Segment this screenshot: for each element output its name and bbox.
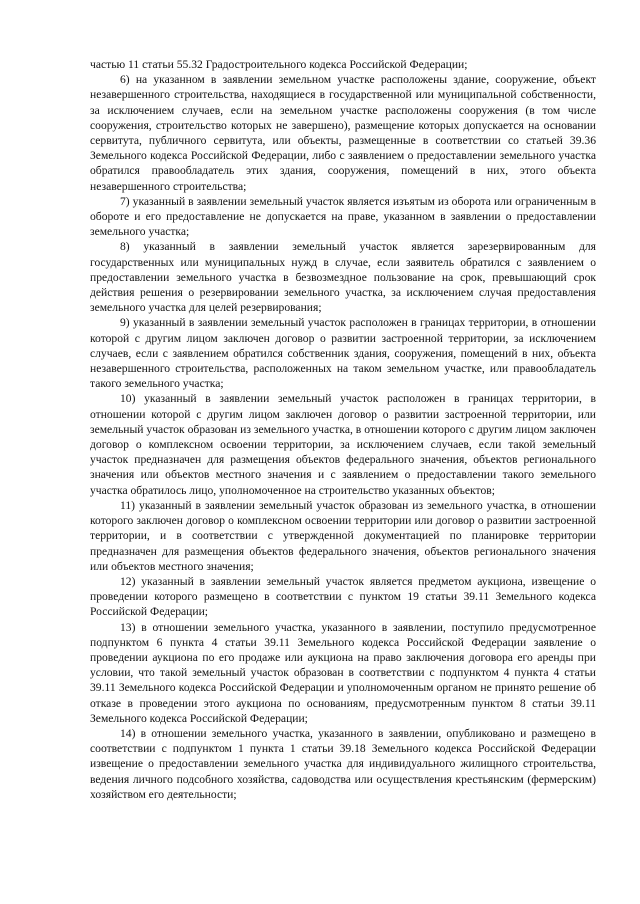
- paragraph-item-8: 8) указанный в заявлении земельный участок является зарезервированным для государственных или муниципальных нужд в случае, если заявитель обратился с заявлением о предоставлении земельного участка в безвозмездное пользование на срок, превышающий срок действия решения о резервировании земельного участка, за исключением случая предоставления земельного участка для целей резервирования;: [90, 240, 596, 315]
- paragraph-item-12: 12) указанный в заявлении земельный участок является предметом аукциона, извещение о проведении которого размещено в соответствии с пунктом 19 статьи 39.11 Земельного кодекса Российской Федерации;: [90, 574, 596, 619]
- paragraph-item-7: 7) указанный в заявлении земельный участок является изъятым из оборота или ограниченным в обороте и его предоставление не допускается на праве, указанном в заявлении о предоставлении земельного участка;: [90, 194, 596, 239]
- paragraph-continuation: частью 11 статьи 55.32 Градостроительного кодекса Российской Федерации;: [90, 58, 468, 71]
- paragraph-item-14: 14) в отношении земельного участка, указанного в заявлении, опубликовано и размещено в соответствии с подпунктом 1 пункта 1 статьи 39.18 Земельного кодекса Российской Федерации извещение о предоставлении земельного участка для индивидуального жилищного строительства, ведения личного подсобного хозяйства, садоводства или осуществления крестьянским (фермерским) хозяйством его деятельности;: [90, 726, 596, 801]
- paragraph-item-9: 9) указанный в заявлении земельный участок расположен в границах территории, в отношении которой с другим лицом заключен договор о развитии застроенной территории, за исключением случаев, если с заявлением обратился собственник здания, сооружения, помещений в них, объекта незавершенного строительства, расположенных на таком земельном участке, или правообладатель такого земельного участка;: [90, 316, 596, 391]
- paragraph-item-10: 10) указанный в заявлении земельный участок расположен в границах территории, в отношении которой с другим лицом заключен договор о развитии застроенной территории, или земельный участок образован из земельного участка, в отношении которого с другим лицом заключен договор о комплексном освоении территории, за исключением случаев, если такой земельный участок предназначен для размещения объектов федерального значения, объектов регионального значения или объектов местного значения и с заявлением о предоставлении такого земельного участка обратилось лицо, уполномоченное на строительство указанных объектов;: [90, 392, 596, 497]
- document-page: [90, 57, 596, 802]
- paragraph-item-6: 6) на указанном в заявлении земельном участке расположены здание, сооружение, объект незавершенного строительства, находящиеся в государственной или муниципальной собственности, за исключением случаев, если на земельном участке расположены сооружения (в том числе сооружения, строительство которых не завершено), размещение которых допускается на основании сервитута, публичного сервитута, или объекты, размещенные в соответствии со статьей 39.36 Земельного кодекса Российской Федерации, либо с заявлением о предоставлении земельного участка обратился правообладатель этих здания, сооружения, помещений в них, этого объекта незавершенного строительства;: [90, 73, 596, 193]
- paragraph-item-11: 11) указанный в заявлении земельный участок образован из земельного участка, в отношении которого заключен договор о комплексном освоении территории или договор о развитии застроенной территории, и в соответствии с утвержденной документацией по планировке территории предназначен для размещения объектов федерального значения, объектов регионального значения или объектов местного значения;: [90, 498, 596, 573]
- paragraph-item-13: 13) в отношении земельного участка, указанного в заявлении, поступило предусмотренное подпунктом 6 пункта 4 статьи 39.11 Земельного кодекса Российской Федерации заявление о проведении аукциона по его продаже или аукциона на право заключения договора его аренды при условии, что такой земельный участок образован в соответствии с подпунктом 4 пункта 4 статьи 39.11 Земельного кодекса Российской Федерации и уполномоченным органом не принято решение об отказе в проведении этого аукциона по основаниям, предусмотренным пунктом 8 статьи 39.11 Земельного кодекса Российской Федерации;: [90, 620, 596, 725]
